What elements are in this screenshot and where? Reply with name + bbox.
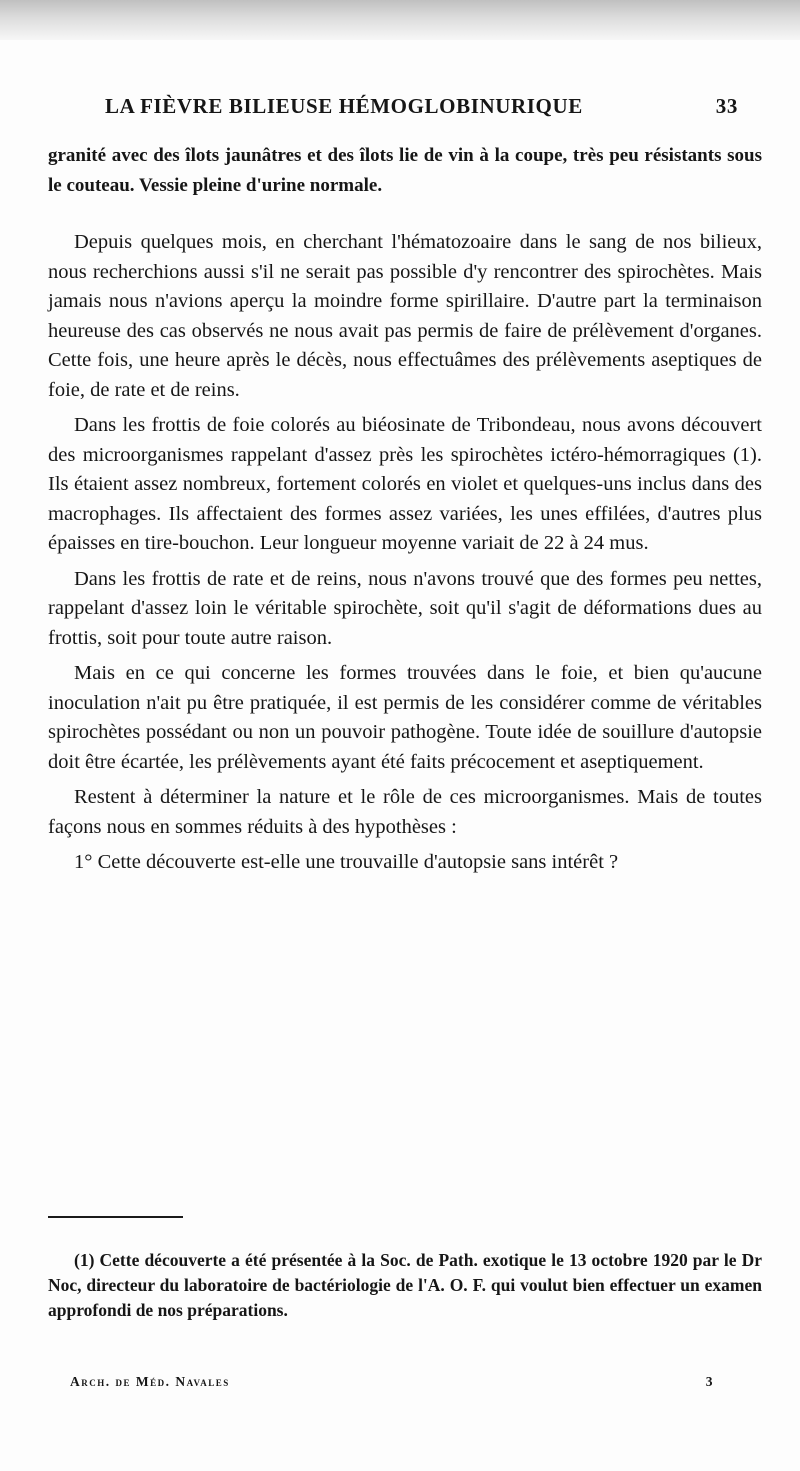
paragraph: Dans les frottis de foie colorés au biéosinate de Tribondeau, nous avons découvert des microorganismes rappelant d'assez près les spirochètes ictéro-hémorragiques (1). Ils étaient assez nombreux, fortement colorés en violet et quelques-uns inclus dans des macrophages. Ils affectaient des formes assez variées, les unes effilées, d'autres plus épaisses en tire-bouchon. Leur longueur moyenne variait de 22 à 24 mus. — [48, 414, 762, 554]
paragraph: Dans les frottis de rate et de reins, nous n'avons trouvé que des formes peu nettes, rappelant d'assez loin le véritable spirochète, soit qu'il s'agit de déformations dues au frottis, soit pour toute autre raison. — [48, 567, 762, 649]
signature-mark: 3 — [705, 1374, 714, 1389]
running-title: LA FIÈVRE BILIEUSE HÉMOGLOBINURIQUE — [105, 94, 583, 118]
footnote-text: (1) Cette découverte a été présentée à la Soc. de Path. exotique le 13 octobre 1920 par le Dr Noc, directeur du laboratoire de bactériologie de l'A. O. F. qui voulut bien effectuer un examen approfondi de nos préparations. — [48, 1250, 762, 1320]
paragraph: Depuis quelques mois, en cherchant l'hématozoaire dans le sang de nos bilieux, nous recherchions aussi s'il ne serait pas possible d'y rencontrer des spirochètes. Mais jamais nous n'avions aperçu la moindre forme spirillaire. D'autre part la terminaison heureuse des cas observés ne nous avait pas permis de faire de prélèvement d'organes. Cette fois, une heure après le décès, nous effectuâmes des prélèvements aseptiques de foie, de rate et de reins. — [48, 231, 762, 401]
journal-signature: Arch. de Méd. Navales — [70, 1374, 230, 1389]
footnote-rule — [48, 1216, 183, 1218]
scan-edge-texture — [0, 0, 800, 40]
footnote — [48, 1248, 762, 1323]
page-number: 33 — [715, 94, 738, 118]
paragraph-continuation: granité avec des îlots jaunâtres et des îlots lie de vin à la coupe, très peu résistants sous le couteau. Vessie pleine d'urine normale. — [48, 145, 762, 196]
body-text — [48, 141, 762, 878]
paragraph: 1° Cette découverte est-elle une trouvaille d'autopsie sans intérêt ? — [74, 851, 619, 873]
running-header — [0, 94, 800, 120]
paragraph: Restent à déterminer la nature et le rôle de ces microorganismes. Mais de toutes façons nous en sommes réduits à des hypothèses : — [48, 786, 762, 838]
paragraph: Mais en ce qui concerne les formes trouvées dans le foie, et bien qu'aucune inoculation n'ait pu être pratiquée, il est permis de les considérer comme de véritables spirochètes possédant ou non un pouvoir pathogène. Toute idée de souillure d'autopsie doit être écartée, les prélèvements ayant été faits précocement et aseptiquement. — [48, 662, 762, 773]
